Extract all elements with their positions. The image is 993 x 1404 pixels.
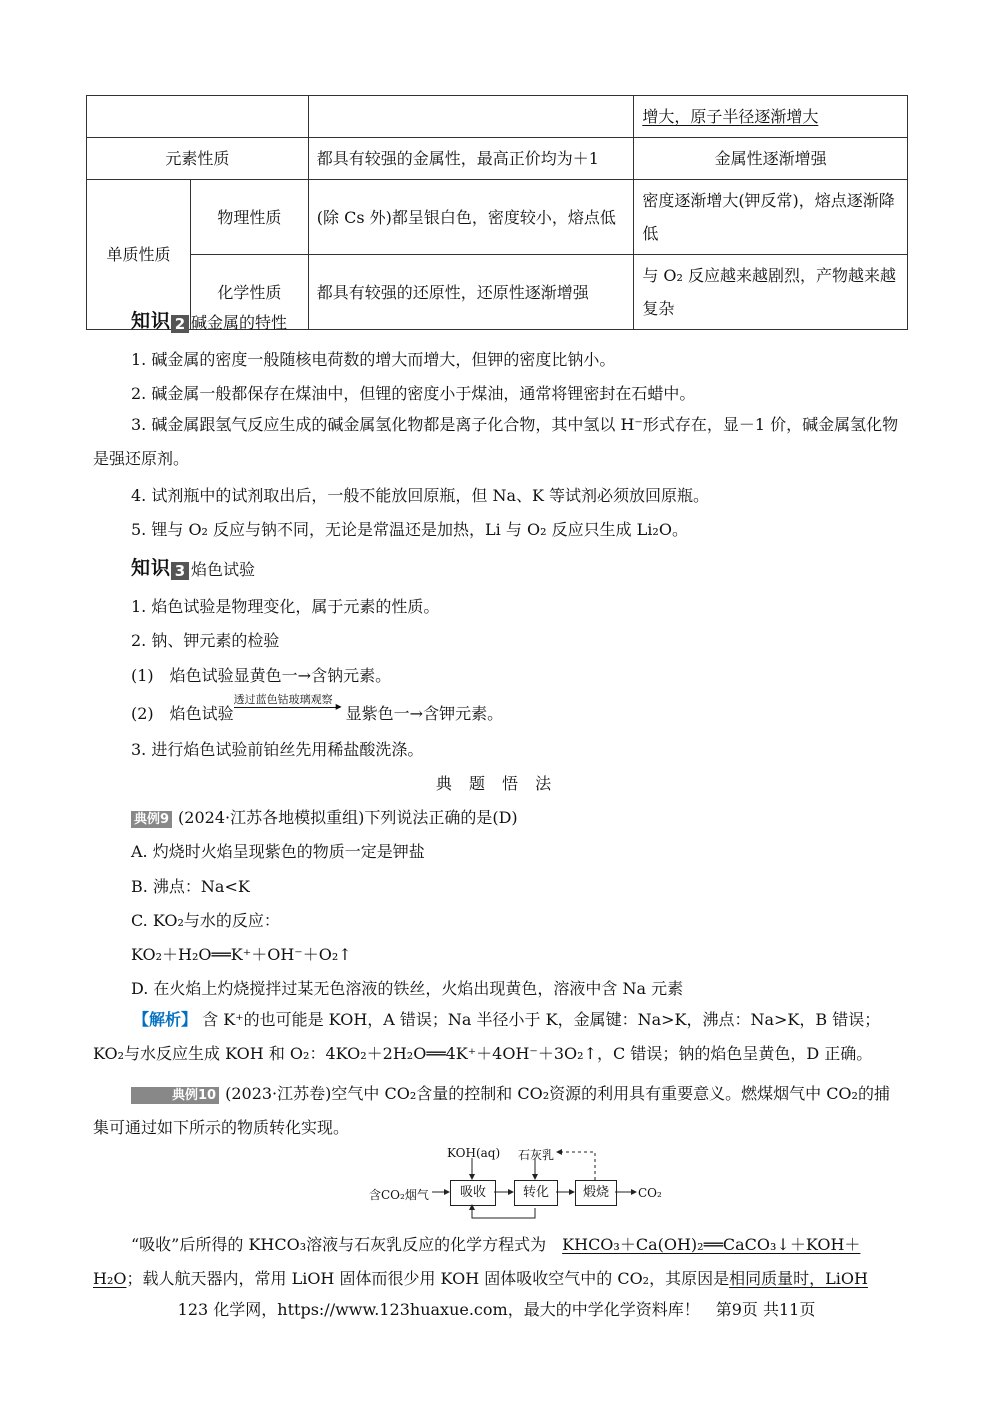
list-item: 2. 钠、钾元素的检验	[131, 631, 280, 650]
arrow-right-icon: ▸	[335, 699, 342, 713]
question-text	[93, 1228, 905, 1296]
list-item: 1. 焰色试验是物理变化，属于元素的性质。	[131, 597, 440, 616]
diagram-box-calcine: 煅烧	[575, 1180, 617, 1206]
analysis-text: 含 K⁺的也可能是 KOH，A 错误；Na 半径小于 K，金属键：Na>K，沸点：Na>K，B 错误；KO₂与水反应生成 KOH 和 O₂：4KO₂＋2H₂O══4K⁺＋4OH⁻＋3O₂↑，C 错误；钠的焰色呈黄色，D 正确。	[93, 1010, 881, 1063]
list-item: 3. 进行焰色试验前铂丝先用稀盐酸洗涤。	[131, 740, 424, 759]
answer-underline: 相同质量时，LiOH	[729, 1269, 868, 1288]
analysis-label: 【解析】	[133, 1010, 198, 1029]
arrow-over-text	[233, 693, 346, 719]
table-row	[87, 96, 908, 138]
example-text: (2024·江苏各地模拟重组)下列说法正确的是(D)	[178, 808, 518, 827]
table-cell: (除 Cs 外)都呈银白色，密度较小，熔点低	[308, 180, 634, 255]
knowledge-label: 知识	[131, 310, 172, 332]
diagram-label-lime: 石灰乳	[518, 1148, 555, 1162]
option-a: A. 灼烧时火焰呈现紫色的物质一定是钾盐	[131, 842, 425, 861]
example-text: (2023·江苏卷)空气中 CO₂含量的控制和 CO₂资源的利用具有重要意义。燃煤烟气中 CO₂的捕集可通过如下所示的物质转化实现。	[93, 1084, 890, 1137]
list-item: 1. 碱金属的密度一般随核电荷数的增大而增大，但钾的密度比钠小。	[131, 350, 616, 369]
arrow-line	[234, 707, 340, 708]
section-title-examples: 典 题 悟 法	[435, 774, 558, 793]
list-item	[131, 693, 504, 724]
diagram-box-absorb: 吸收	[450, 1180, 496, 1206]
example-stem	[131, 805, 518, 828]
knowledge-label: 知识	[131, 557, 172, 579]
list-item-text: (2) 焰色试验	[131, 704, 234, 723]
example-tag: 典例10	[131, 1087, 219, 1104]
page-footer: 123 化学网，https://www.123huaxue.com，最大的中学化学资料库！ 第9页 共11页	[177, 1300, 816, 1319]
list-item: (1) 焰色试验显黄色一→含钠元素。	[131, 666, 392, 685]
list-item: 5. 锂与 O₂ 反应与钠不同，无论是常温还是加热，Li 与 O₂ 反应只生成 Li₂O。	[131, 520, 688, 539]
table-cell: 与 O₂ 反应越来越剧烈，产物越来越复杂	[634, 255, 908, 330]
diagram-arrows	[360, 1140, 680, 1230]
answer-underline: KHCO₃＋Ca(OH)₂══CaCO₃↓＋KOH＋H₂O	[93, 1235, 861, 1288]
diagram-output: CO₂	[638, 1186, 662, 1200]
table-row	[87, 180, 908, 255]
table-cell: 都具有较强的金属性，最高正价均为＋1	[308, 138, 634, 180]
example-tag: 典例9	[131, 811, 172, 828]
table-cell: 增大，原子半径逐渐增大	[642, 107, 819, 126]
section-title: 焰色试验	[191, 560, 256, 579]
option-b: B. 沸点：Na<K	[131, 877, 250, 896]
table-cell: 密度逐渐增大(钾反常)，熔点逐渐降低	[634, 180, 908, 255]
list-item: 4. 试剂瓶中的试剂取出后，一般不能放回原瓶，但 Na、K 等试剂必须放回原瓶。	[131, 486, 710, 505]
list-item-text: 显紫色一→含钾元素。	[345, 704, 504, 723]
knowledge-number: 2	[171, 315, 189, 333]
diagram-label-koh: KOH(aq)	[447, 1146, 501, 1160]
list-item: 3. 碱金属跟氢气反应生成的碱金属氢化物都是离子化合物，其中氢以 H⁻形式存在，显－1 价，碱金属氢化物是强还原剂。	[93, 415, 899, 468]
section-title: 碱金属的特性	[191, 313, 288, 332]
option-d: D. 在火焰上灼烧搅拌过某无色溶液的铁丝，火焰出现黄色，溶液中含 Na 元素	[131, 979, 684, 998]
table-cell: 单质性质	[87, 180, 191, 330]
list-item: 2. 碱金属一般都保存在煤油中，但锂的密度小于煤油，通常将锂密封在石蜡中。	[131, 384, 696, 403]
diagram-input: 含CO₂烟气	[369, 1188, 429, 1202]
diagram-box-convert: 转化	[514, 1180, 558, 1206]
table-cell: 元素性质	[87, 138, 309, 180]
table-cell: 物理性质	[190, 180, 308, 255]
table-cell: 都具有较强的还原性，还原性逐渐增强	[308, 255, 634, 330]
section-heading-k2	[131, 306, 287, 333]
arrow-caption: 透过蓝色钴玻璃观察	[233, 693, 333, 706]
properties-table	[86, 95, 908, 330]
section-heading-k3	[131, 553, 255, 580]
table-row	[87, 138, 908, 180]
table-cell: 金属性逐渐增强	[634, 138, 908, 180]
option-c: C. KO₂与水的反应：	[131, 911, 280, 930]
knowledge-number: 3	[171, 562, 189, 580]
equation: KO₂＋H₂O══K⁺＋OH⁻＋O₂↑	[131, 945, 352, 964]
table-cell: 化学性质	[190, 255, 308, 330]
question-part: ；载人航天器内，常用 LiOH 固体而很少用 KOH 固体吸收空气中的 CO₂，其原因是	[126, 1269, 730, 1288]
analysis	[93, 1003, 905, 1071]
question-part: “吸收”后所得的 KHCO₃溶液与石灰乳反应的化学方程式为	[131, 1235, 547, 1254]
example-stem	[93, 1077, 905, 1145]
